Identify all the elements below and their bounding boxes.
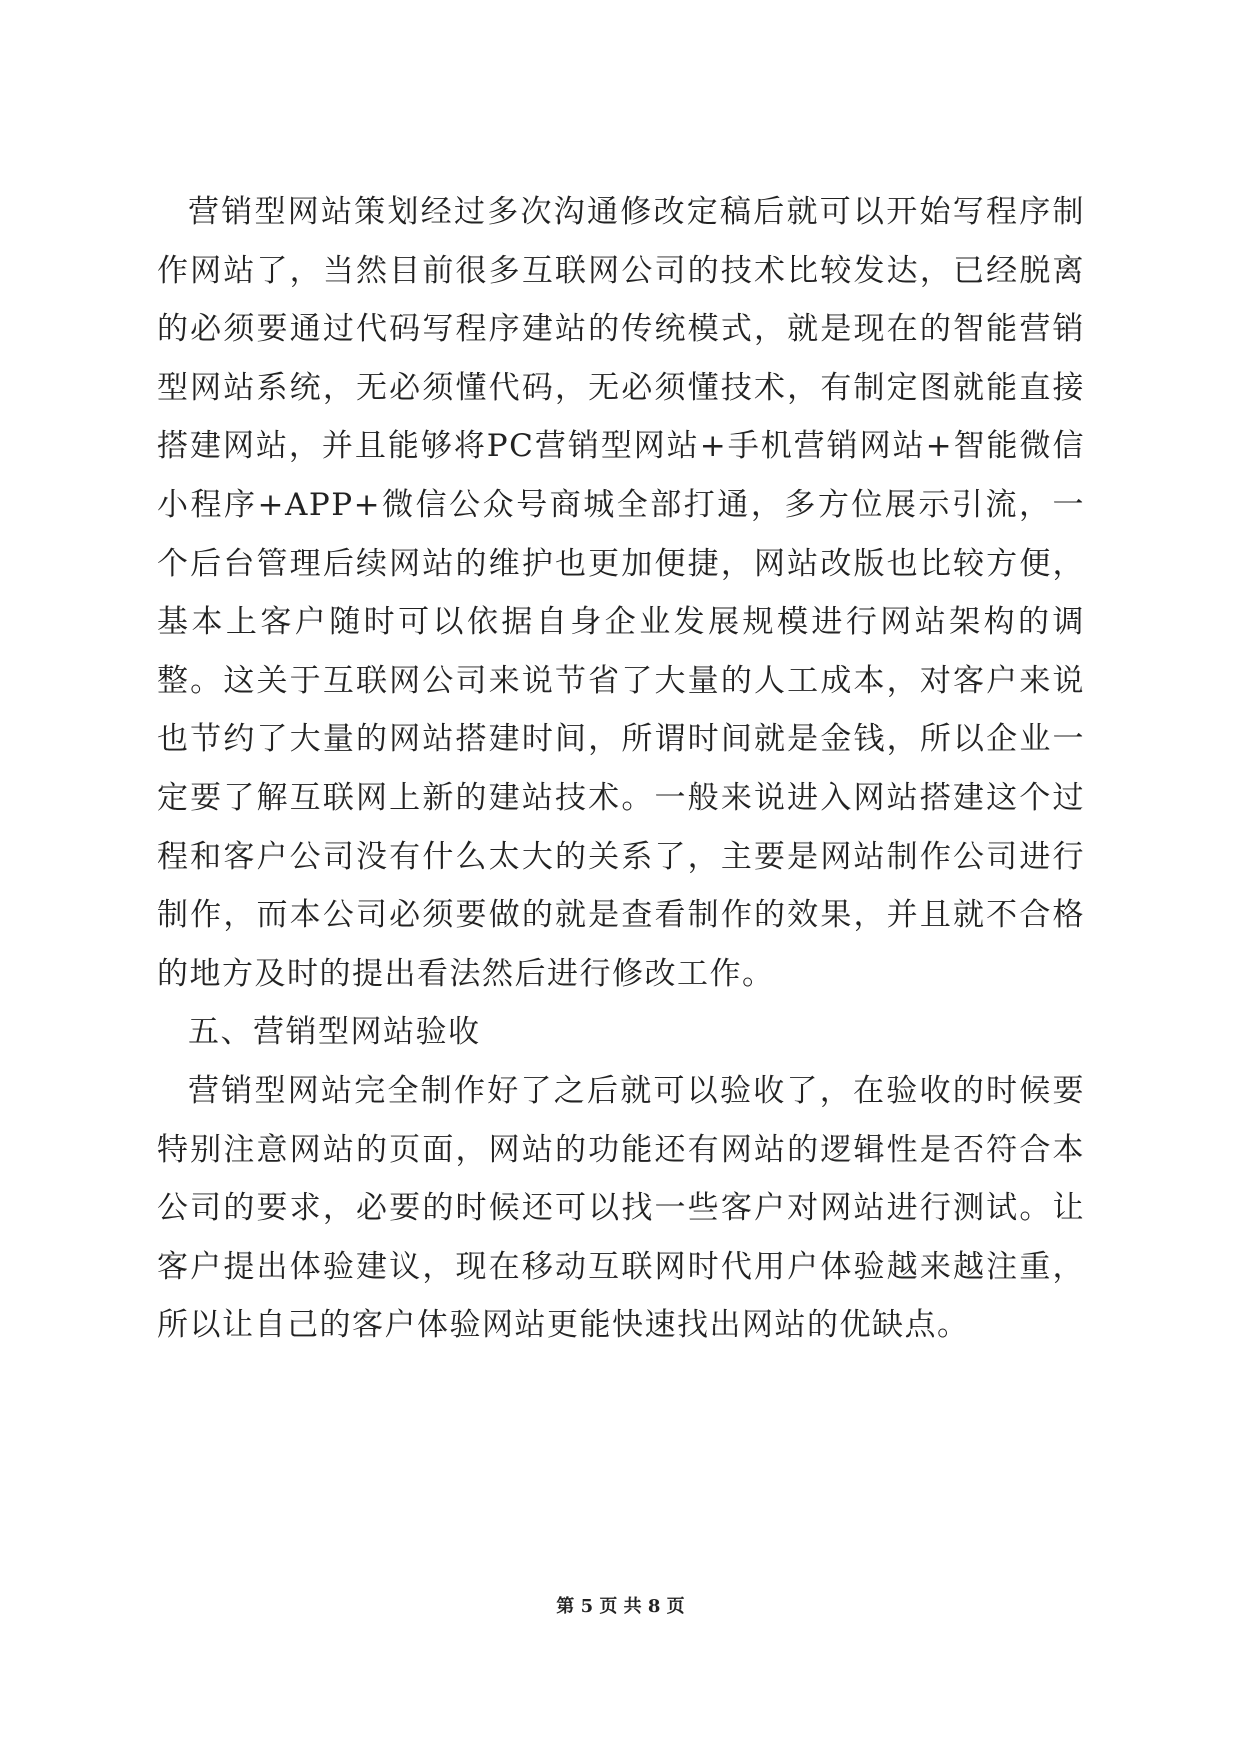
paragraph-website-acceptance: 营销型网站完全制作好了之后就可以验收了，在验收的时候要特别注意网站的页面，网站的功能还有网站的逻辑性是否符合本公司的要求，必要的时候还可以找一些客户对网站进行测试。让客户提出体验建议，现在移动互联网时代用户体验越来越注重，所以让自己的客户体验网站更能快速找出网站的优缺点。 (157, 1072, 1085, 1344)
document-body (157, 183, 1085, 1355)
section-heading-acceptance: 五、营销型网站验收 (188, 1014, 481, 1051)
page-number-footer: 第 5 页 共 8 页 (556, 1596, 685, 1617)
paragraph-website-building: 营销型网站策划经过多次沟通修改定稿后就可以开始写程序制作网站了，当然目前很多互联网公司的技术比较发达，已经脱离的必须要通过代码写程序建站的传统模式，就是现在的智能营销型网站系统，无必须懂代码，无必须懂技术，有制定图就能直接搭建网站，并且能够将PC营销型网站+手机营销网站+智能微信小程序+APP+微信公众号商城全部打通，多方位展示引流，一个后台管理后续网站的维护也更加便捷，网站改版也比较方便，基本上客户随时可以依据自身企业发展规模进行网站架构的调整。这关于互联网公司来说节省了大量的人工成本，对客户来说也节约了大量的网站搭建时间，所谓时间就是金钱，所以企业一定要了解互联网上新的建站技术。一般来说进入网站搭建这个过程和客户公司没有什么太大的关系了，主要是网站制作公司进行制作，而本公司必须要做的就是查看制作的效果，并且就不合格的地方及时的提出看法然后进行修改工作。 (157, 194, 1085, 992)
